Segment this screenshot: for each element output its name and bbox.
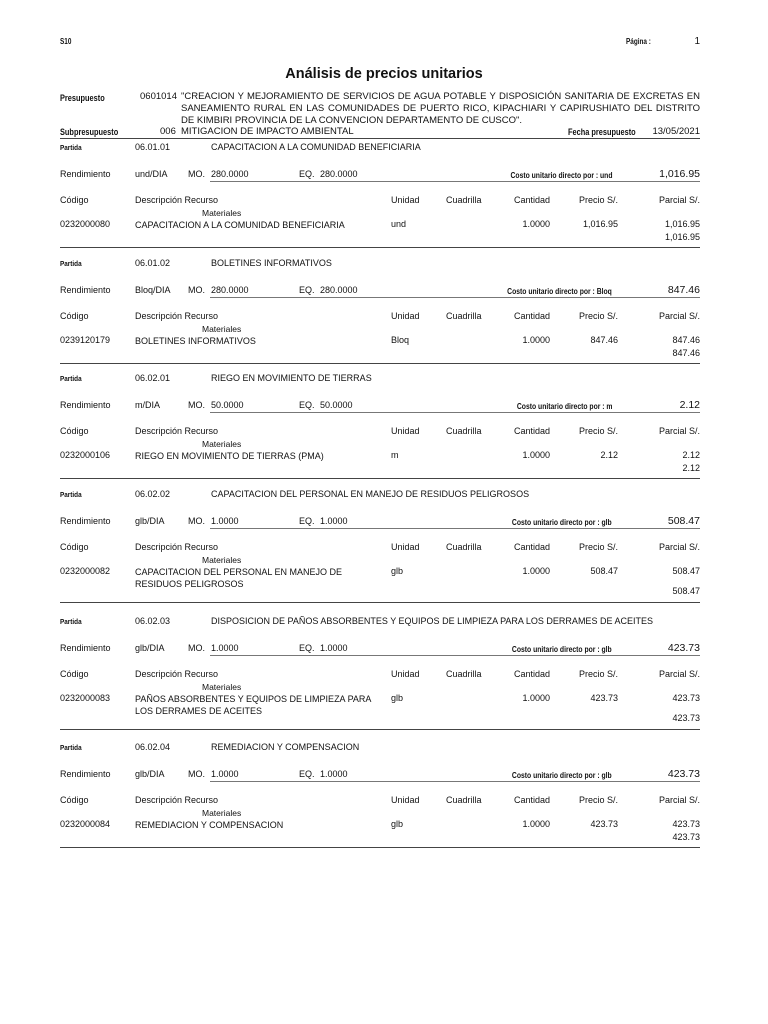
materiales-label: Materiales [202,555,242,565]
col-precio: Precio S/. [578,795,618,805]
rendimiento-divider [210,412,366,413]
partida-name: CAPACITACION DEL PERSONAL EN MANEJO DE RESIDUOS PELIGROSOS [211,489,530,499]
mo-value: 1.0000 [211,643,239,653]
rendimiento-divider [210,297,366,298]
partida-label: Partida [60,374,82,383]
partida-code: 06.01.01 [135,142,171,152]
eq-value: 1.0000 [320,516,348,526]
rendimiento-unit: und/DIA [135,169,168,179]
col-parcial: Parcial S/. [658,195,700,205]
item-precio: 847.46 [590,335,618,345]
item-precio: 423.73 [590,693,618,703]
costo-divider [366,181,700,182]
costo-unitario-value: 423.73 [667,642,700,654]
mo-value: 50.0000 [211,400,244,410]
eq-label: EQ. [299,643,315,653]
col-parcial: Parcial S/. [658,426,700,436]
item-description: BOLETINES INFORMATIVOS [135,336,256,346]
rendimiento-unit: m/DIA [135,400,161,410]
eq-label: EQ. [299,516,315,526]
col-precio: Precio S/. [578,669,618,679]
page-title: Análisis de precios unitarios [285,66,483,82]
materiales-label: Materiales [202,439,242,449]
partida-code: 06.02.01 [135,373,171,383]
eq-label: EQ. [299,169,315,179]
item-parcial: 508.47 [672,566,700,576]
col-precio: Precio S/. [578,542,618,552]
mo-label: MO. [188,643,205,653]
partida-divider [60,247,700,248]
eq-label: EQ. [299,769,315,779]
costo-divider [366,655,700,656]
mo-label: MO. [188,400,205,410]
col-parcial: Parcial S/. [658,311,700,321]
col-unidad: Unidad [391,311,420,321]
costo-divider [366,412,700,413]
item-parcial: 423.73 [672,819,700,829]
item-code: 0232000106 [60,450,111,460]
subbudget-name: MITIGACION DE IMPACTO AMBIENTAL [181,126,354,137]
subbudget-label: Subpresupuesto [60,127,119,137]
partida-name: REMEDIACION Y COMPENSACION [211,742,360,752]
col-cuadrilla: Cuadrilla [446,795,482,805]
eq-value: 1.0000 [320,769,348,779]
col-cantidad: Cantidad [513,195,550,205]
item-parcial: 2.12 [682,450,700,460]
partida-name: BOLETINES INFORMATIVOS [211,258,332,268]
costo-unitario-label: Costo unitario directo por : m [516,401,612,411]
col-unidad: Unidad [391,669,420,679]
partida-subtotal: 847.46 [672,348,700,358]
budget-description: "CREACION Y MEJORAMIENTO DE SERVICIOS DE AGUA POTABLE Y DISPOSICIÓN SANITARIA DE EXCRETAS EN SANEAMIENTO RURAL EN LAS COMUNIDADES DE PUERTO RICO, KIPACHIARI Y CAPIRUSHIATO DEL DISTRITO DE KIMBIRI PROVINCIA DE LA CONVENCION DEPARTAMENTO DE CUSCO". [181,91,700,126]
col-cuadrilla: Cuadrilla [446,669,482,679]
costo-unitario-label: Costo unitario directo por : Bloq [507,286,612,296]
costo-divider [366,297,700,298]
budget-date: 13/05/2021 [652,126,700,137]
partida-divider [60,478,700,479]
item-description: CAPACITACION A LA COMUNIDAD BENEFICIARIA [135,220,345,230]
materiales-label: Materiales [202,208,242,218]
rendimiento-label: Rendimiento [60,285,111,295]
item-description: REMEDIACION Y COMPENSACION [135,820,284,830]
item-precio: 1,016.95 [582,219,618,229]
eq-value: 50.0000 [320,400,353,410]
partida-subtotal: 508.47 [672,586,700,596]
eq-value: 1.0000 [320,643,348,653]
costo-unitario-value: 1,016.95 [659,168,700,180]
item-code: 0232000082 [60,566,111,576]
mo-label: MO. [188,285,205,295]
item-code: 0232000084 [60,819,111,829]
rendimiento-unit: glb/DIA [135,769,165,779]
rendimiento-label: Rendimiento [60,400,111,410]
item-description: PAÑOS ABSORBENTES Y EQUIPOS DE LIMPIEZA PARA LOS DERRAMES DE ACEITES [135,694,371,716]
rendimiento-divider [210,528,366,529]
item-unit: glb [391,693,404,703]
partida-section [0,613,768,729]
partida-divider [60,602,700,603]
partida-label: Partida [60,259,82,268]
mo-label: MO. [188,769,205,779]
col-codigo: Código [60,542,89,552]
partida-subtotal: 423.73 [672,713,700,723]
col-precio: Precio S/. [578,195,618,205]
partida-section [0,486,768,602]
item-unit: Bloq [391,335,410,345]
col-descripcion: Descripción Recurso [135,669,219,679]
costo-divider [366,528,700,529]
partida-divider [60,729,700,730]
partida-code: 06.02.03 [135,616,171,626]
partida-name: DISPOSICION DE PAÑOS ABSORBENTES Y EQUIPOS DE LIMPIEZA PARA LOS DERRAMES DE ACEITES [211,616,653,626]
partida-label: Partida [60,617,82,626]
item-cantidad: 1.0000 [522,450,550,460]
item-description: RIEGO EN MOVIMIENTO DE TIERRAS (PMA) [135,451,324,461]
col-parcial: Parcial S/. [658,795,700,805]
partida-section [0,255,768,371]
costo-unitario-value: 423.73 [667,768,700,780]
eq-value: 280.0000 [320,285,358,295]
item-precio: 508.47 [590,566,618,576]
item-unit: glb [391,566,404,576]
costo-unitario-label: Costo unitario directo por : und [510,170,612,180]
item-code: 0232000080 [60,219,111,229]
mo-value: 1.0000 [211,769,239,779]
partida-code: 06.01.02 [135,258,171,268]
col-cantidad: Cantidad [513,311,550,321]
item-cantidad: 1.0000 [522,819,550,829]
rendimiento-label: Rendimiento [60,516,111,526]
system-label: S10 [60,37,72,46]
item-unit: m [391,450,399,460]
partida-divider [60,847,700,848]
rendimiento-unit: glb/DIA [135,516,165,526]
subbudget-code: 006 [160,126,176,137]
rendimiento-label: Rendimiento [60,643,111,653]
budget-label: Presupuesto [60,93,105,103]
materiales-label: Materiales [202,324,242,334]
rendimiento-divider [210,181,366,182]
col-cantidad: Cantidad [513,542,550,552]
col-unidad: Unidad [391,542,420,552]
costo-unitario-value: 2.12 [679,399,700,411]
partida-label: Partida [60,743,82,752]
col-cuadrilla: Cuadrilla [446,426,482,436]
col-cantidad: Cantidad [513,669,550,679]
partida-subtotal: 2.12 [682,463,700,473]
col-codigo: Código [60,426,89,436]
partida-section [0,370,768,486]
mo-label: MO. [188,516,205,526]
costo-unitario-label: Costo unitario directo por : glb [512,770,612,780]
mo-value: 280.0000 [211,169,249,179]
col-codigo: Código [60,311,89,321]
item-precio: 2.12 [600,450,618,460]
item-precio: 423.73 [590,819,618,829]
item-description: CAPACITACION DEL PERSONAL EN MANEJO DE RESIDUOS PELIGROSOS [135,567,343,589]
col-codigo: Código [60,195,89,205]
item-cantidad: 1.0000 [522,335,550,345]
col-parcial: Parcial S/. [658,542,700,552]
col-precio: Precio S/. [578,426,618,436]
col-descripcion: Descripción Recurso [135,311,219,321]
item-parcial: 1,016.95 [664,219,700,229]
partida-label: Partida [60,490,82,499]
partida-code: 06.02.02 [135,489,171,499]
item-parcial: 423.73 [672,693,700,703]
col-cantidad: Cantidad [513,426,550,436]
partida-name: CAPACITACION A LA COMUNIDAD BENEFICIARIA [211,142,421,152]
col-descripcion: Descripción Recurso [135,426,219,436]
mo-value: 1.0000 [211,516,239,526]
eq-label: EQ. [299,400,315,410]
rendimiento-divider [210,655,366,656]
item-cantidad: 1.0000 [522,566,550,576]
materiales-label: Materiales [202,682,242,692]
rendimiento-label: Rendimiento [60,169,111,179]
eq-value: 280.0000 [320,169,358,179]
partida-label: Partida [60,143,82,152]
col-precio: Precio S/. [578,311,618,321]
partida-code: 06.02.04 [135,742,171,752]
costo-unitario-value: 508.47 [667,515,700,527]
item-code: 0232000083 [60,693,111,703]
col-parcial: Parcial S/. [658,669,700,679]
rendimiento-unit: glb/DIA [135,643,165,653]
page-number: 1 [694,36,700,47]
partida-section [0,139,768,255]
rendimiento-label: Rendimiento [60,769,111,779]
partida-subtotal: 1,016.95 [664,232,700,242]
col-unidad: Unidad [391,195,420,205]
col-descripcion: Descripción Recurso [135,795,219,805]
item-code: 0239120179 [60,335,111,345]
mo-value: 280.0000 [211,285,249,295]
costo-unitario-label: Costo unitario directo por : glb [512,517,612,527]
partida-section [0,739,768,855]
costo-divider [366,781,700,782]
costo-unitario-label: Costo unitario directo por : glb [512,644,612,654]
mo-label: MO. [188,169,205,179]
item-parcial: 847.46 [672,335,700,345]
partida-subtotal: 423.73 [672,832,700,842]
col-cuadrilla: Cuadrilla [446,542,482,552]
col-codigo: Código [60,795,89,805]
col-unidad: Unidad [391,426,420,436]
col-unidad: Unidad [391,795,420,805]
partida-name: RIEGO EN MOVIMIENTO DE TIERRAS [211,373,372,383]
col-cuadrilla: Cuadrilla [446,311,482,321]
item-cantidad: 1.0000 [522,693,550,703]
rendimiento-unit: Bloq/DIA [135,285,171,295]
item-unit: glb [391,819,404,829]
rendimiento-divider [210,781,366,782]
item-unit: und [391,219,407,229]
partida-divider [60,363,700,364]
item-cantidad: 1.0000 [522,219,550,229]
materiales-label: Materiales [202,808,242,818]
col-descripcion: Descripción Recurso [135,195,219,205]
costo-unitario-value: 847.46 [667,284,700,296]
budget-date-label: Fecha presupuesto [568,127,636,137]
eq-label: EQ. [299,285,315,295]
col-descripcion: Descripción Recurso [135,542,219,552]
page-label: Página : [626,37,651,46]
budget-code: 0601014 [140,91,177,102]
col-cantidad: Cantidad [513,795,550,805]
col-codigo: Código [60,669,89,679]
col-cuadrilla: Cuadrilla [446,195,482,205]
